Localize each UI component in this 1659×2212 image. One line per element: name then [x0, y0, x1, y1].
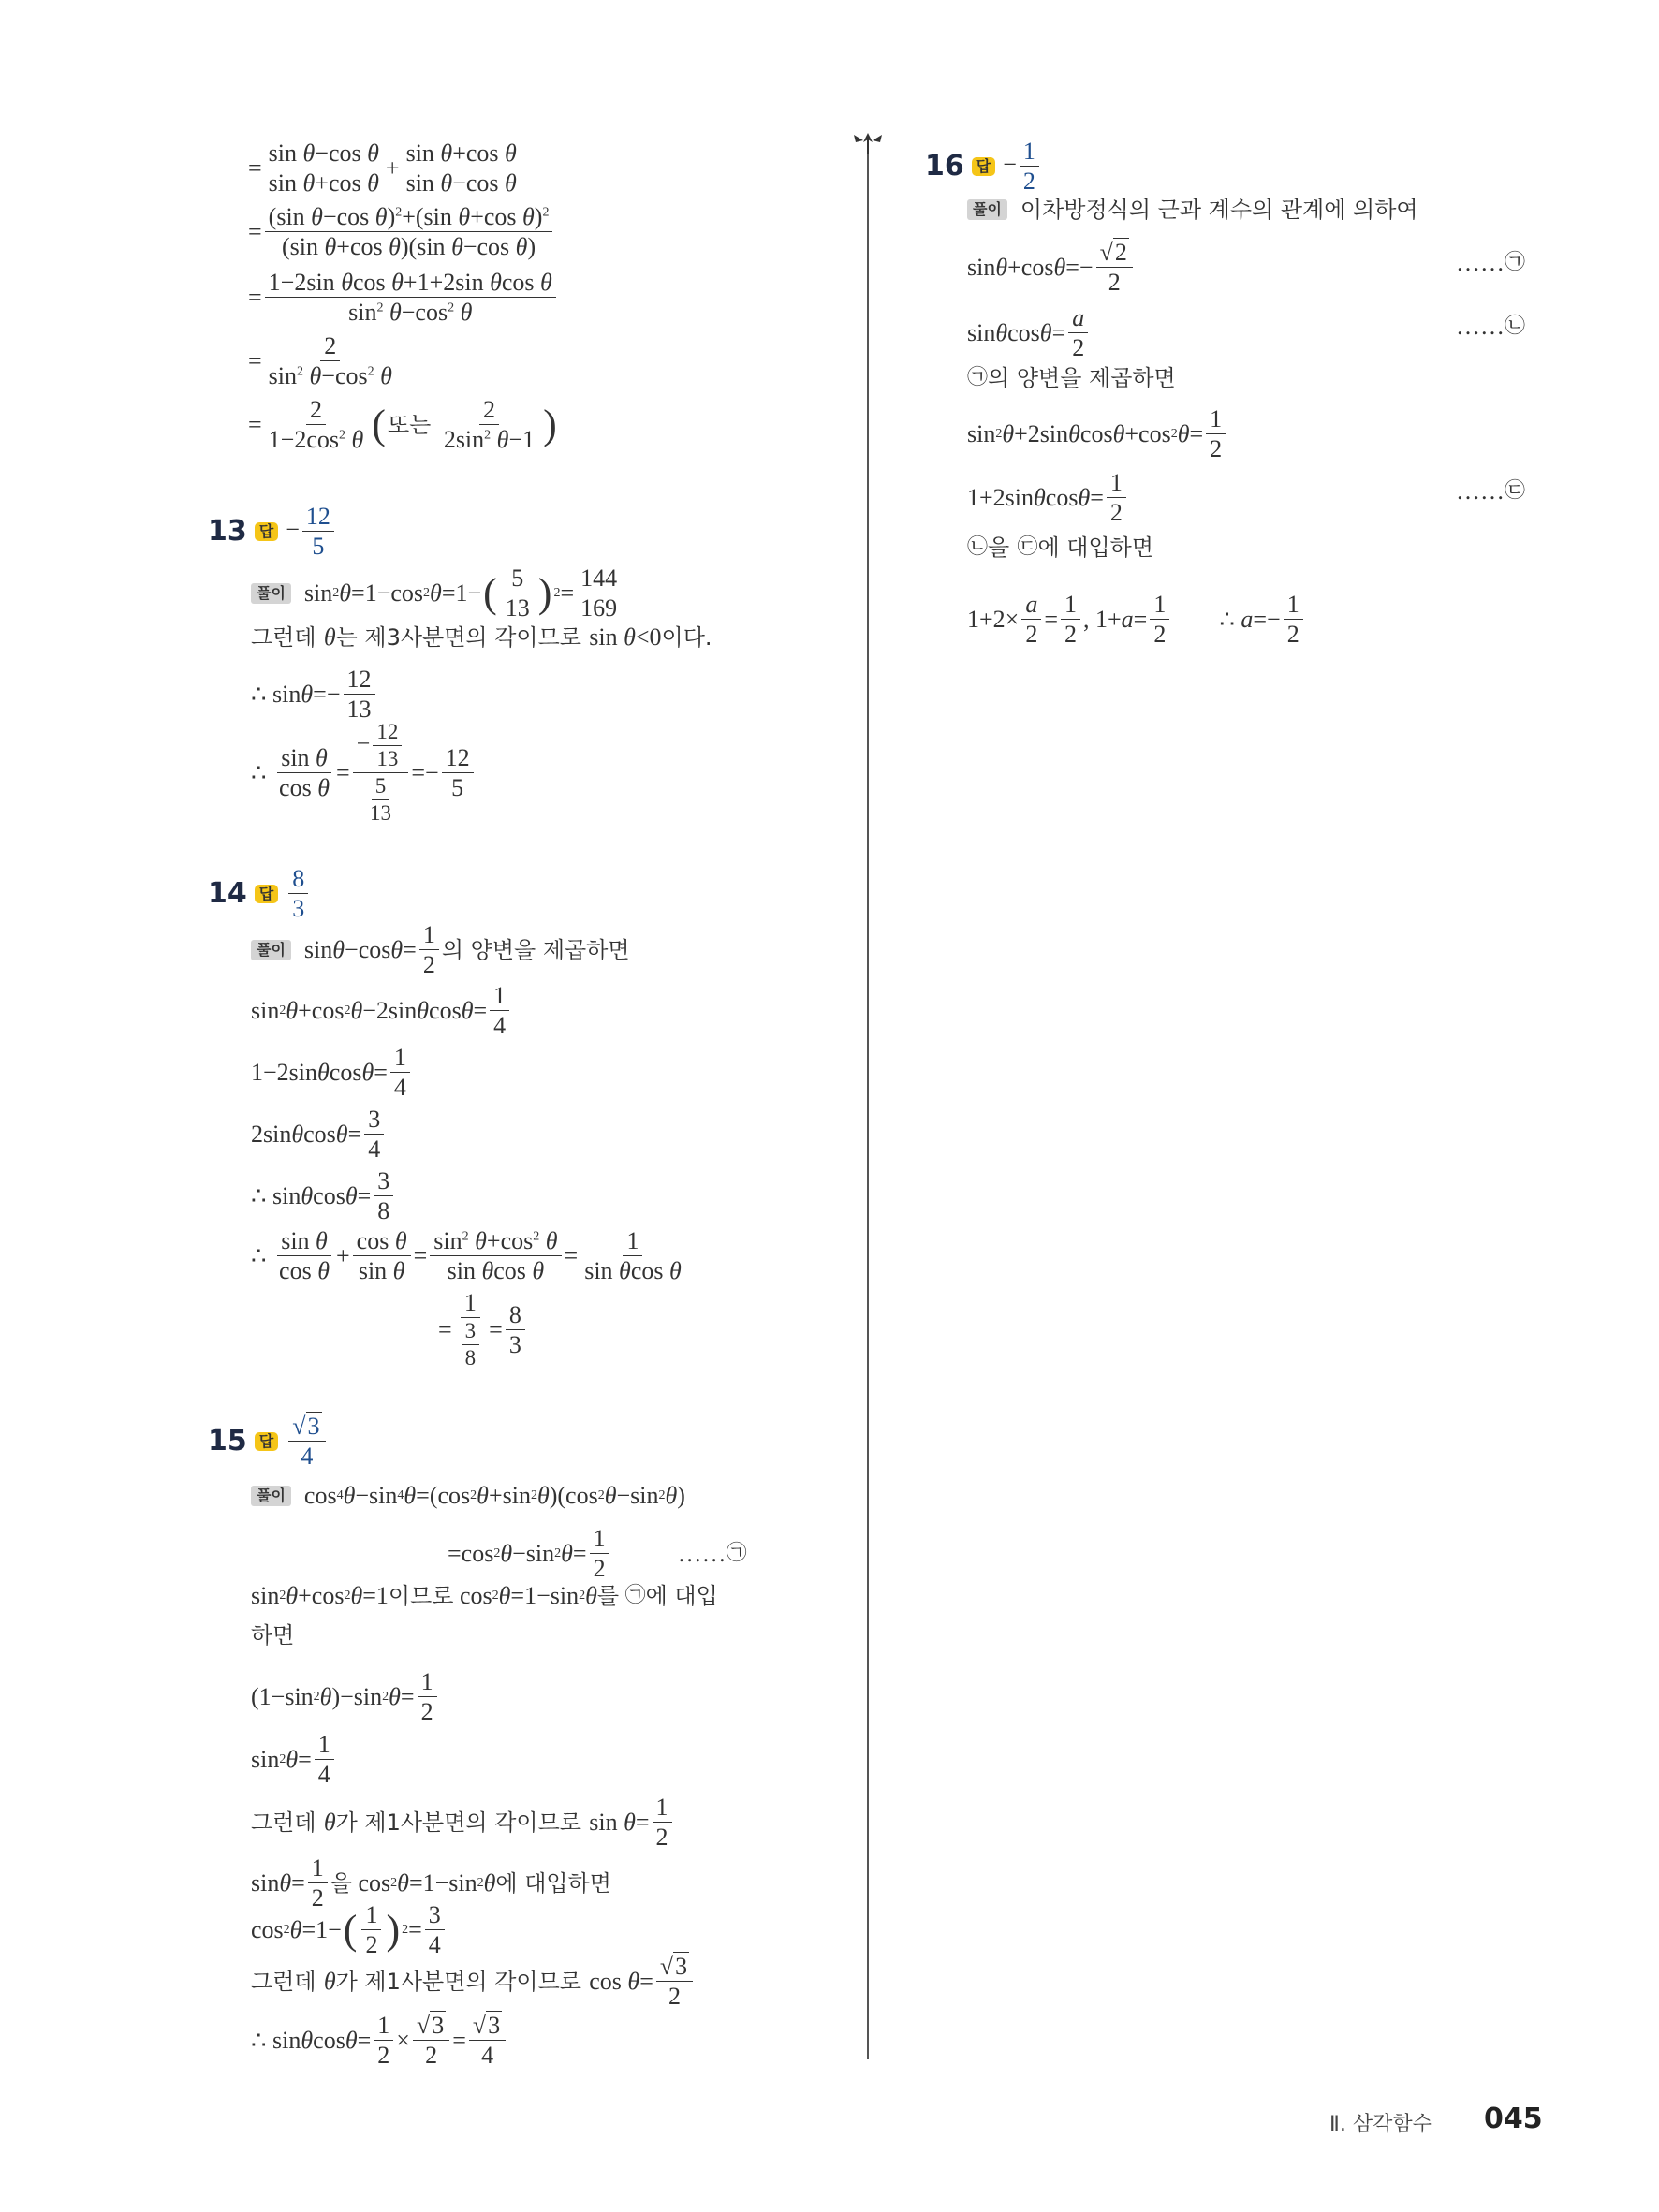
answer-value: − $\frac{1}{2}$: [1003, 139, 1042, 195]
p15-line-7: 그런데 θ 가 제1사분면의 각이므로 sin θ= $\frac{1}{2}$: [251, 1795, 675, 1851]
p16-line-3: sin θ cos θ = a 2: [967, 305, 1091, 361]
footer-section: Ⅱ. 삼각함수: [1329, 2113, 1432, 2136]
p14-line-1: 풀이 sin θ −cos θ = 1 2 의 양변을 제곱하면: [251, 922, 630, 978]
p13-line-2: 그런데 θ 는 제3사분면의 각이므로 sin θ<0 이다.: [251, 623, 712, 651]
prev-eq-2: = (sin θ−cos θ)$^2$+(sin θ+cos θ)$^2$ (sin θ+cos θ)(sin θ−cos θ): [248, 204, 555, 260]
p16-line-7: ㉡ 을 ㉢ 에 대입하면: [967, 535, 1154, 561]
solution-badge: 풀이: [251, 940, 291, 960]
p16-mark-1: …… ㉠: [1456, 249, 1526, 276]
p13-line-4: ∴ sin θ cos θ = − $\frac{12}{13}$ $\frac{5}{13}$ =− 12 5: [251, 721, 477, 826]
answer-badge: 답: [255, 1432, 278, 1451]
solution-badge: 풀이: [967, 199, 1007, 220]
solution-badge: 풀이: [251, 583, 291, 604]
prev-eq-5: = 2 $1-2\cos^2$ θ ( 또는 2 $2\sin^2$ θ−1 ): [248, 396, 557, 454]
p15-line-5: (1−sin 2 θ )−sin 2 θ = 1 2: [251, 1669, 440, 1725]
problem-number: 14: [208, 876, 247, 910]
p15-line-10: 그런데 θ 가 제1사분면의 각이므로 cos θ= $\frac{√3}{2}$: [251, 1954, 696, 2010]
answer-value: − $\frac{12}{5}$: [286, 504, 337, 560]
p14-line-3: 1−2sin θ cos θ = 1 4: [251, 1045, 413, 1101]
problem-number: 16: [925, 149, 964, 183]
p13-line-1: 풀이 sin 2 θ =1−cos 2 θ =1− ( 5 13 ) 2 = 144 169: [251, 565, 624, 622]
p16-line-1: 풀이 이차방정식의 근과 계수의 관계에 의하여: [967, 198, 1418, 221]
p14-line-7: = 1 $\frac{3}{8}$ = 8 3: [438, 1290, 528, 1370]
p16-line-2: sin θ +cos θ =− √2 2: [967, 240, 1136, 296]
problem-number: 15: [208, 1424, 247, 1458]
p13-line-3: ∴ sin θ =− 12 13: [251, 667, 378, 723]
p16-line-6: 1+2sin θ cos θ = 1 2: [967, 470, 1129, 526]
answer-value: $\frac{8}{3}$: [286, 866, 311, 922]
prev-eq-4: = 2 $\sin^2 \theta-\cos^2$ θ: [248, 332, 392, 390]
problem-number: 13: [208, 514, 247, 548]
p14-line-5: ∴ sin θ cos θ = 3 8: [251, 1168, 396, 1224]
column-divider: [867, 140, 869, 2059]
p16-mark-3: …… ㉢: [1456, 477, 1526, 505]
problem-13-header: [208, 504, 337, 560]
p16-line-8: 1+2× a 2 = 1 2 , 1+ a = 1 2 ∴ a =− 1 2: [967, 592, 1306, 648]
solution-badge: 풀이: [251, 1486, 291, 1506]
p14-line-6: ∴ sin θ cos θ + cos θ sin θ = $\sin^2 \theta+\cos^2$ θ sin θcos θ = 1 sin θcos θ: [251, 1227, 682, 1285]
p15-line-4: 하면: [251, 1622, 295, 1648]
answer-badge: 답: [972, 157, 995, 176]
answer-badge: 답: [255, 522, 278, 541]
problem-14-header: [208, 866, 311, 922]
p15-line-9: cos 2 θ =1− ( 1 2 ) 2 = 3 4: [251, 1902, 448, 1958]
p16-line-5: sin 2 θ +2sin θ cos θ +cos 2 θ = 1 2: [967, 406, 1228, 462]
p15-line-1: 풀이 cos 4 θ −sin 4 θ =(cos 2 θ +sin 2 θ )(cos 2 θ −sin 2 θ ): [251, 1484, 685, 1508]
p15-line-8: sin θ = 1 2 을 cos 2 θ =1−sin 2 θ 에 대입하면: [251, 1854, 611, 1912]
p15-line-11: ∴ sin θ cos θ = 1 2 × √3 2 = √3 4: [251, 2013, 508, 2069]
answer-badge: 답: [255, 885, 278, 903]
p14-line-2: sin 2 θ +cos 2 θ −2sin θ cos θ = 1 4: [251, 983, 512, 1039]
problem-15-header: [208, 1414, 329, 1470]
p16-mark-2: …… ㉡: [1456, 313, 1526, 340]
prev-eq-3: = 1−2sin θcos θ+1+2sin θcos θ $\sin^2 \theta-\cos^2$ θ: [248, 270, 559, 326]
divider-ornament-icon: [848, 129, 888, 154]
prev-eq-1: = sin θ−cos θ sin θ+cos θ + sin θ+cos θ sin θ−cos θ: [248, 140, 523, 197]
p16-line-4: ㉠ 의 양변을 제곱하면: [967, 365, 1176, 391]
p15-line-6: sin 2 θ = 1 4: [251, 1732, 337, 1788]
problem-16-header: [925, 139, 1042, 195]
answer-value: $\frac{√3}{4}$: [286, 1414, 328, 1470]
p14-line-4: 2sin θ cos θ = 3 4: [251, 1106, 387, 1163]
page-number: 045: [1484, 2102, 1543, 2135]
p15-line-2: =cos 2 θ −sin 2 θ = 1 2 …… ㉠: [448, 1525, 747, 1583]
p15-line-3: sin 2 θ +cos 2 θ =1 이므로 cos 2 θ =1−sin 2 θ 를 ㉠ 에 대입: [251, 1582, 718, 1609]
